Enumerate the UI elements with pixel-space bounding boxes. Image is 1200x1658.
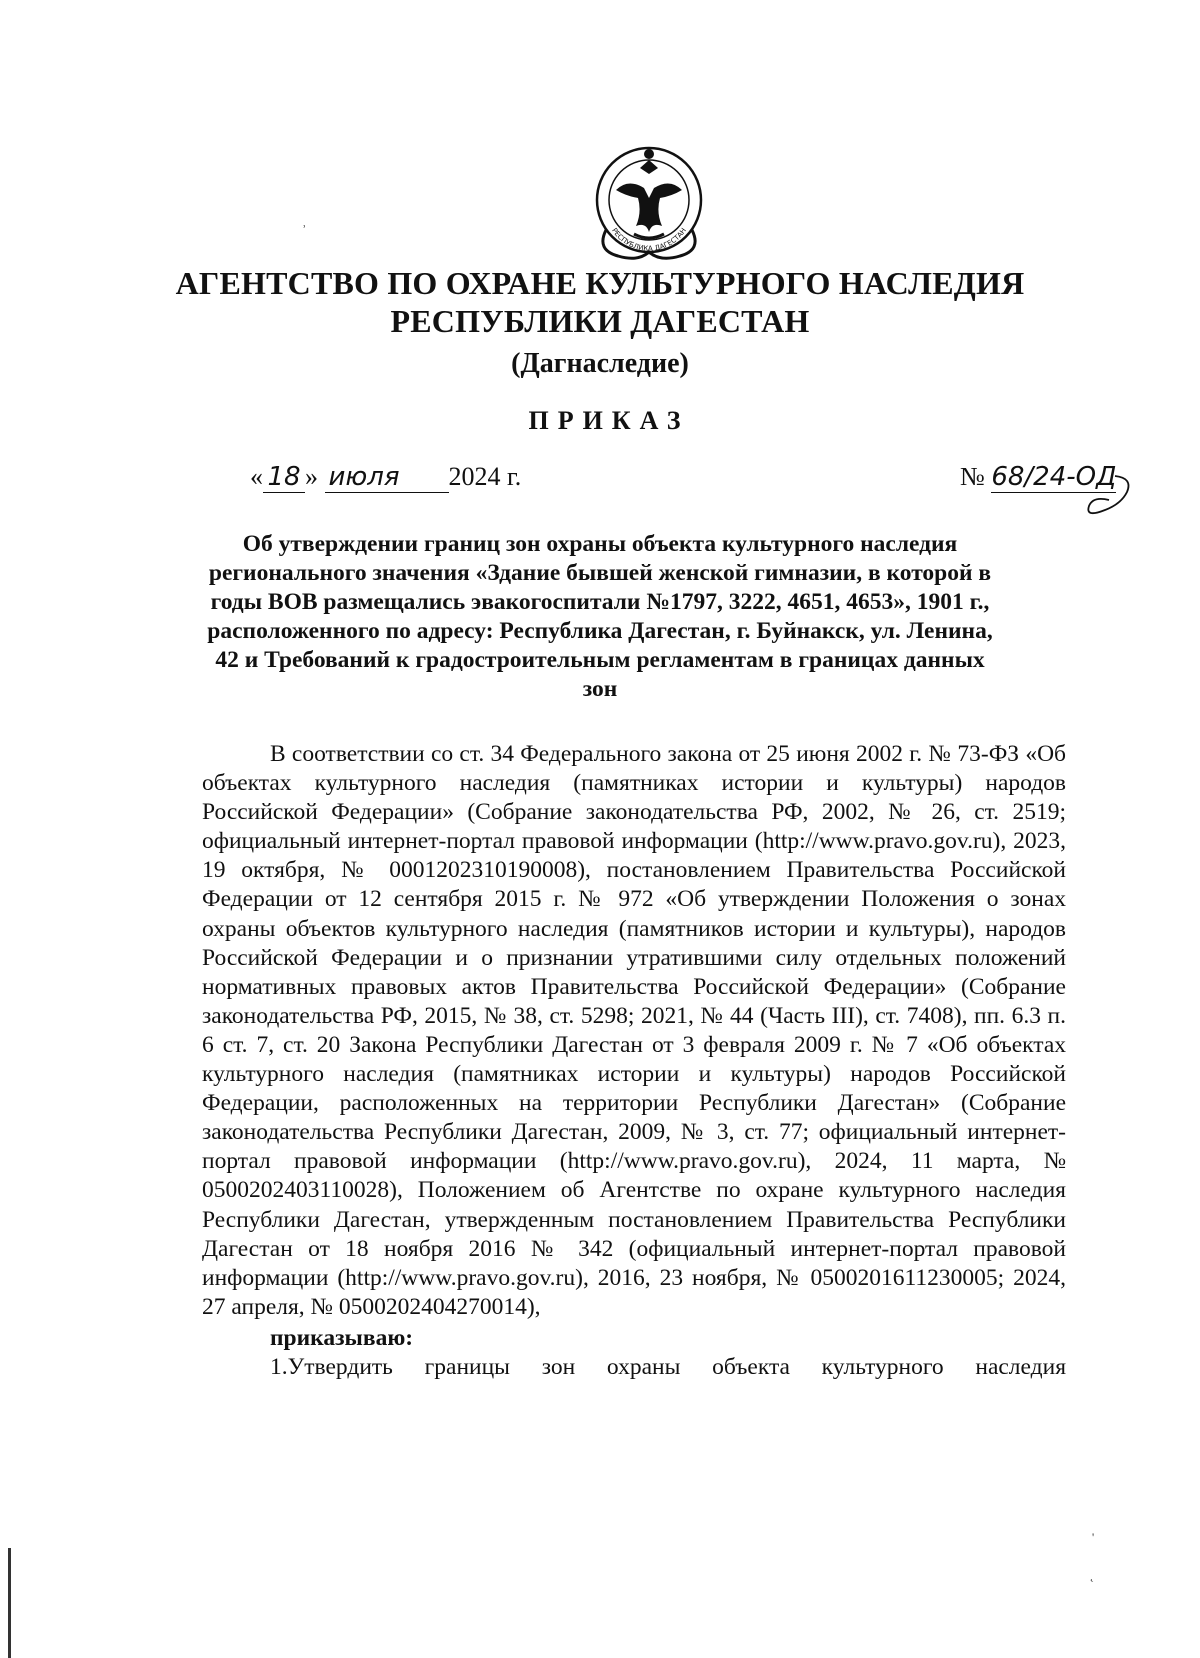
order-directive: приказываю:: [270, 1324, 414, 1351]
order-item-1: 1.Утвердить границы зон охраны объекта культурного наследия: [270, 1353, 1066, 1380]
date-open-quote: «: [250, 462, 263, 491]
scan-speck: ˛: [1090, 1568, 1094, 1582]
number-value: 68/24-ОД: [991, 462, 1117, 492]
agency-short-name: (Дагнаследие): [511, 348, 689, 379]
order-date: [250, 462, 521, 493]
scan-edge-line: [8, 1548, 11, 1658]
scan-speck: ': [1092, 1530, 1095, 1544]
crest-text: РЕСПУБЛИКА ДАГЕСТАН: [610, 226, 688, 253]
date-month: июля: [325, 462, 449, 493]
preamble-paragraph: В соответствии со ст. 34 Федерального закона от 25 июня 2002 г. № 73-ФЗ «Об объектах культурного наследия (памятниках истории и культуры) народов Российской Федерации» (Собрание законодательства РФ, 2002, № 26, ст. 2519; официальный интернет-портал правовой информации (http://www.pravo.gov.ru), 2023, 19 октября, № 0001202310190008), постановлением Правительства Российской Федерации от 12 сентября 2015 г. № 972 «Об утверждении Положения о зонах охраны объектов культурного наследия (памятников истории и культуры), народов Российской Федерации и о признании утратившими силу отдельных положений нормативных правовых актов Правительства Российской Федерации» (Собрание законодательства РФ, 2015, № 38, ст. 5298; 2021, № 44 (Часть III), ст. 7408), пп. 6.3 п. 6 ст. 7, ст. 20 Закона Республики Дагестан от 3 февраля 2009 г. № 7 «Об объектах культурного наследия (памятниках истории и культуры) народов Российской Федерации, расположенных на территории Республики Дагестан» (Собрание законодательства Республики Дагестан, 2009, № 3, ст. 77; официальный интернет-портал правовой информации (http://www.pravo.gov.ru), 2024, 11 марта, № 0500202403110028), Положением об Агентстве по охране культурного наследия Республики Дагестан, утвержденным постановлением Правительства Республики Дагестан от 18 ноября 2016 № 342 (официальный интернет-портал правовой информации (http://www.pravo.gov.ru), 2016, 23 ноября, № 0500201611230005; 2024, 27 апреля, № 0500202404270014),: [202, 741, 1066, 1320]
date-year: 2024 г.: [448, 462, 522, 491]
order-body: [202, 740, 1066, 1382]
handwritten-flourish: [1075, 470, 1135, 526]
order-title: ПРИКАЗ: [528, 406, 690, 435]
agency-name-line2: РЕСПУБЛИКИ ДАГЕСТАН: [390, 303, 810, 339]
number-sign: №: [960, 462, 985, 491]
agency-header: [0, 264, 1200, 386]
agency-name-line1: АГЕНТСТВО ПО ОХРАНЕ КУЛЬТУРНОГО НАСЛЕДИЯ: [175, 265, 1025, 301]
scan-speck: ʾ: [302, 224, 307, 239]
order-subject: Об утверждении границ зон охраны объекта культурного наследия регионального значения «Здание бывшей женской гимназии, в которой в годы ВОВ размещались эвакогоспитали №1797, 3222, 4651, 4653», 1901 г., расположенного по адресу: Республика Дагестан, г. Буйнакск, ул. Ленина, 42 и Требований к градостроительным регламентам в границах данных зон: [207, 531, 993, 702]
date-close-quote: »: [305, 462, 318, 491]
coat-of-arms-emblem: [588, 138, 710, 266]
date-day: 18: [263, 462, 305, 493]
